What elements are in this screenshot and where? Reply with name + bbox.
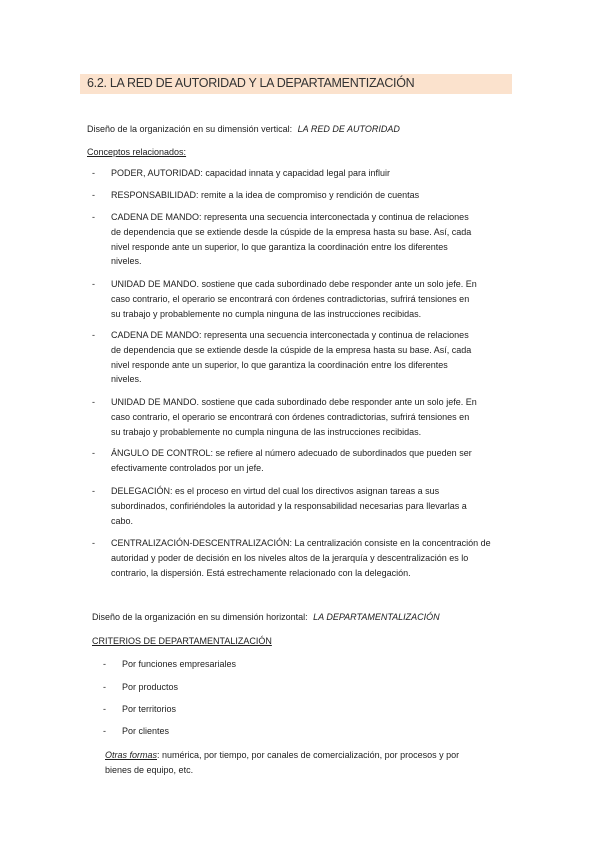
concept-item [111,395,517,439]
other-forms-text: : numérica, por tiempo, por canales de comercialización, por procesos y por [157,750,460,760]
concept-line: PODER, AUTORIDAD: capacidad innata y capacidad legal para influir [111,168,390,178]
horizontal-intro [92,610,440,625]
concept-item [111,188,517,203]
concept-line: caso contrario, el operario se encontrará con órdenes contradictorias, sufrirá tensiones en [111,293,470,304]
bullet-dash: - [92,168,95,178]
bullet-dash: - [103,726,106,736]
bullet-dash: - [92,330,95,340]
bullet-dash: - [92,279,95,289]
concept-item [111,210,517,269]
concept-line: contrario, la dispersión. Está estrechamente relacionado con la delegación. [111,567,411,578]
concept-line: UNIDAD DE MANDO. sostiene que cada subordinado debe responder ante un solo jefe. En [111,279,477,289]
concept-line: CADENA DE MANDO: representa una secuencia interconectada y continua de relaciones [111,212,469,222]
bullet-dash: - [92,212,95,222]
concept-line: niveles. [111,256,142,267]
bullet-dash: - [103,659,106,669]
concept-item [111,166,517,181]
bullet-dash: - [103,704,106,714]
concept-line: CADENA DE MANDO: representa una secuencia interconectada y continua de relaciones [111,330,469,340]
criteria-item: Por productos [122,682,179,692]
concept-line: su trabajo y probablemente no cumpla ninguna de las instrucciones recibidas. [111,308,422,319]
criteria-item: Por territorios [122,704,177,714]
bullet-dash: - [92,538,95,548]
concept-line: de dependencia que se extiende desde la cúspide de la empresa hasta su base. Así, cada [111,344,472,355]
concept-item [111,536,517,580]
vertical-intro-emphasis: LA RED DE AUTORIDAD [297,124,400,134]
bullet-dash: - [92,190,95,200]
bullet-dash: - [103,682,106,692]
concept-line: caso contrario, el operario se encontrará con órdenes contradictorias, sufrirá tensiones en [111,411,470,422]
concept-line: RESPONSABILIDAD: remite a la idea de compromiso y rendición de cuentas [111,190,420,200]
concept-line: de dependencia que se extiende desde la cúspide de la empresa hasta su base. Así, cada [111,226,472,237]
horizontal-intro-text: Diseño de la organización en su dimensión horizontal: [92,612,308,622]
concept-item [111,484,517,528]
concept-line: nivel responde ante un superior, lo que garantiza la coordinación entre los diferentes [111,359,448,370]
concepts-heading: Conceptos relacionados: [87,147,187,157]
horizontal-intro-emphasis: LA DEPARTAMENTALIZACIÓN [313,612,440,622]
criteria-heading: CRITERIOS DE DEPARTAMENTALIZACIÓN [92,636,272,646]
section-title-bar [80,74,512,94]
other-forms-label: Otras formas [105,750,158,760]
vertical-intro [87,122,400,137]
concept-line: su trabajo y probablemente no cumpla ninguna de las instrucciones recibidas. [111,426,422,437]
concept-line: CENTRALIZACIÓN-DESCENTRALIZACIÓN: La centralización consiste en la concentración de [111,538,491,548]
concept-line: cabo. [111,515,134,526]
section-title: 6.2. LA RED DE AUTORIDAD Y LA DEPARTAMENTIZACIÓN [87,76,415,90]
concept-line: niveles. [111,374,142,385]
criteria-item: Por clientes [122,726,170,736]
concept-line: nivel responde ante un superior, lo que garantiza la coordinación entre los diferentes [111,241,448,252]
criteria-item: Por funciones empresariales [122,659,237,669]
other-forms-line-1 [105,748,459,763]
concept-line: efectivamente controlados por un jefe. [111,462,264,473]
bullet-dash: - [92,397,95,407]
concept-item [111,446,517,476]
concept-item [111,328,517,387]
bullet-dash: - [92,448,95,458]
other-forms-line-2: bienes de equipo, etc. [105,765,194,775]
concept-item [111,277,517,321]
concept-line: UNIDAD DE MANDO. sostiene que cada subordinado debe responder ante un solo jefe. En [111,397,477,407]
concept-line: ÁNGULO DE CONTROL: se refiere al número adecuado de subordinados que pueden ser [111,448,472,458]
concept-line: subordinados, confiriéndoles la autoridad y la responsabilidad necesarias para llevarlas a [111,500,467,511]
concept-line: autoridad y poder de decisión en los niveles altos de la jerarquía y descentralización es lo [111,552,469,563]
concept-line: DELEGACIÓN: es el proceso en virtud del cual los directivos asignan tareas a sus [111,486,440,496]
bullet-dash: - [92,486,95,496]
vertical-intro-text: Diseño de la organización en su dimensión vertical: [87,124,293,134]
